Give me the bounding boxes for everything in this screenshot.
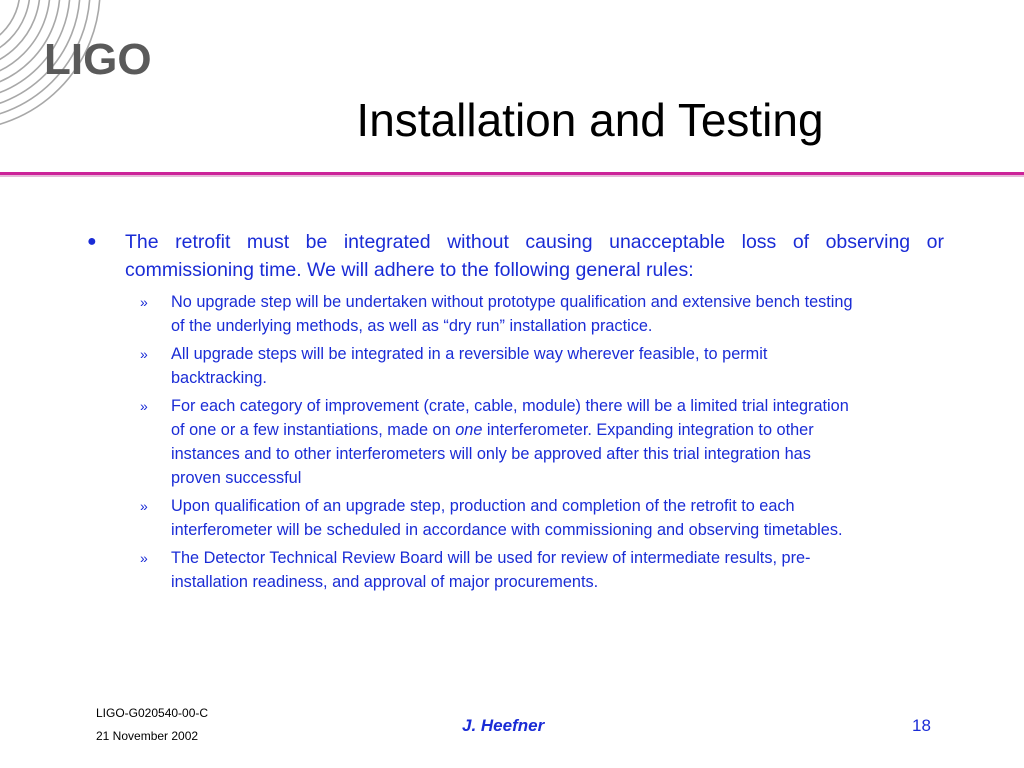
sub-bullet-text: Upon qualification of an upgrade step, production and completion of the retrofit to each interferometer will be scheduled in accordance with commissioning and observing timetables. <box>171 497 843 539</box>
title-divider-shadow <box>0 175 1024 177</box>
sub-bullet-item <box>140 394 861 490</box>
sub-bullet-text: All upgrade steps will be integrated in a reversible way wherever feasible, to permit backtracking. <box>171 345 768 387</box>
footer-date: 21 November 2002 <box>96 729 199 743</box>
sub-bullet-item <box>140 546 861 594</box>
sub-bullet-item <box>140 494 861 542</box>
main-bullet-item <box>84 228 944 284</box>
footer-author: J. Heefner <box>462 716 545 735</box>
slide-title: Installation and Testing <box>356 94 824 146</box>
bullet-dot-icon: ● <box>87 233 97 250</box>
ligo-logo-text: LIGO <box>44 35 152 84</box>
sub-bullet-text-after: interferometer. Expanding integration to other instances and to other interferometers will only be approved after this trial integration has proven successful <box>171 421 814 487</box>
sub-bullet-item <box>140 342 861 390</box>
sub-bullet-text: The Detector Technical Review Board will be used for review of intermediate results, pre-installation readiness, and approval of major procurements. <box>171 549 811 591</box>
page-number: 18 <box>912 716 931 735</box>
double-chevron-icon: » <box>140 398 148 414</box>
double-chevron-icon: » <box>140 550 148 566</box>
main-bullet-text: The retrofit must be integrated without causing unacceptable loss of observing or commissioning time. We will adhere to the following general rules: <box>125 231 944 281</box>
sub-bullet-item <box>140 290 861 338</box>
footer-document-id: LIGO-G020540-00-C <box>96 706 209 720</box>
sub-bullet-text-before: For each category of improvement (crate, cable, module) there will be a limited trial integration of one or a few instantiations, made on <box>171 397 849 439</box>
double-chevron-icon: » <box>140 346 148 362</box>
double-chevron-icon: » <box>140 498 148 514</box>
sub-bullet-list <box>84 290 861 594</box>
sub-bullet-emphasis: one <box>455 421 483 439</box>
double-chevron-icon: » <box>140 294 148 310</box>
sub-bullet-text: No upgrade step will be undertaken without prototype qualification and extensive bench testing of the underlying methods, as well as “dry run” installation practice. <box>171 293 853 335</box>
slide-body <box>84 228 944 598</box>
